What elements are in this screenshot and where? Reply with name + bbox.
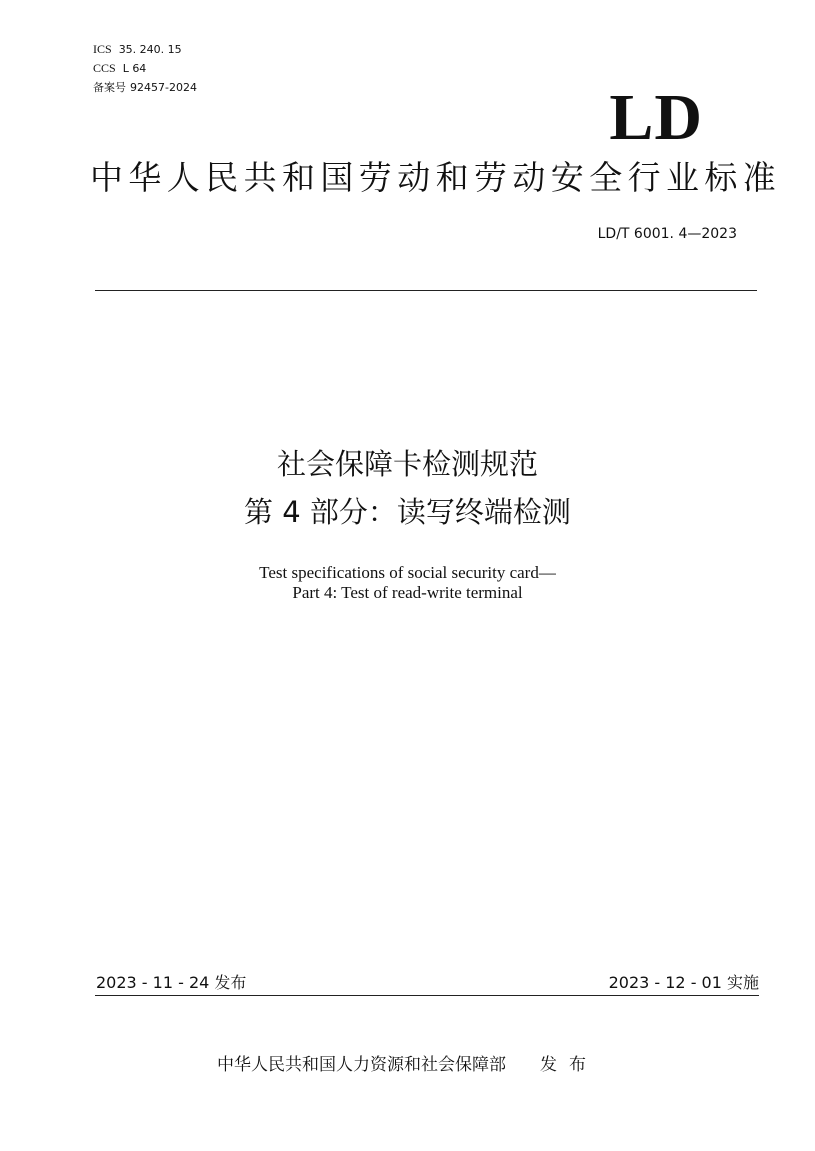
ld-logo: LD: [609, 81, 703, 154]
header-divider: [95, 290, 757, 291]
ics-value: 35. 240. 15: [118, 43, 182, 56]
ccs-label: CCS: [93, 61, 116, 75]
ics-label: ICS: [93, 42, 112, 56]
standard-number: LD/T 6001. 4—2023: [597, 226, 737, 242]
ccs-value: L 64: [122, 62, 147, 75]
filing-value: 92457-2024: [130, 81, 197, 94]
filing-row: [93, 78, 197, 97]
chinese-title-line-1: 社会保障卡检测规范: [276, 447, 538, 481]
chinese-title: [0, 440, 815, 536]
ics-row: [93, 40, 197, 59]
issuing-authority: [0, 1052, 815, 1078]
english-title: [0, 563, 815, 603]
chinese-title-line-2: 第 4 部分：读写终端检测: [244, 495, 571, 529]
classification-block: [93, 40, 197, 97]
standard-type-heading: 中华人民共和国劳动和劳动安全行业标准: [90, 158, 782, 197]
publish-date: 2023 - 11 - 24 发布: [96, 973, 247, 992]
implementation-date: 2023 - 12 - 01 实施: [608, 973, 759, 992]
issuer-name: 中华人民共和国人力资源和社会保障部: [217, 1055, 506, 1075]
footer-divider: [95, 995, 759, 996]
english-title-line-1: Test specifications of social security card—: [259, 563, 556, 582]
issue-action: 发布: [540, 1055, 598, 1075]
ccs-row: [93, 59, 197, 78]
filing-label: 备案号: [93, 81, 126, 94]
english-title-line-2: Part 4: Test of read-write terminal: [292, 583, 523, 602]
